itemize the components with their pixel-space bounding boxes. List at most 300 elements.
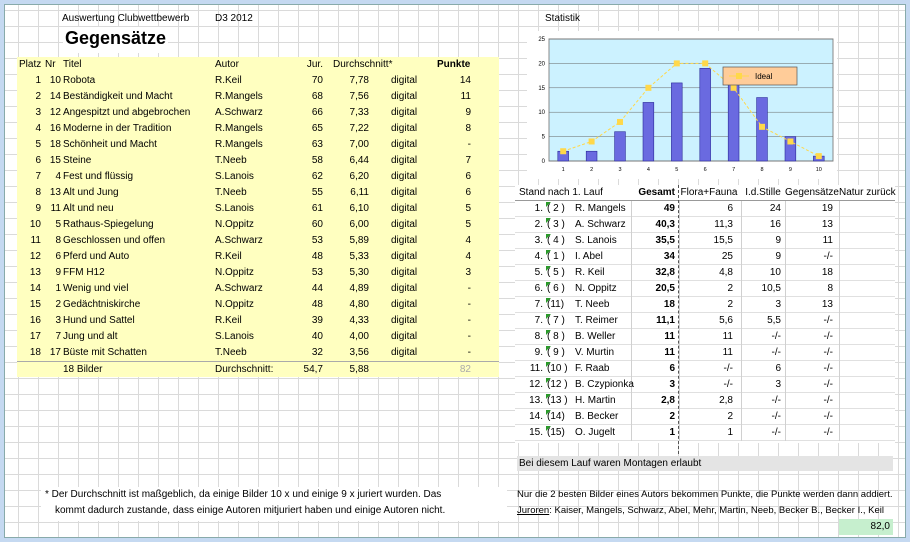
col-header-nr: Nr (45, 59, 56, 70)
cell-nr: 10 (49, 75, 61, 86)
ideal-point (731, 85, 737, 91)
grid-line (839, 297, 840, 313)
cell-platz: 11 (30, 235, 41, 246)
cell-flora: 2 (727, 411, 733, 422)
cell-gegensaetze: 19 (821, 203, 833, 214)
cell-jur: 48 (311, 299, 323, 310)
cell-punkte: 4 (465, 235, 471, 246)
cell-flora: 11 (722, 347, 733, 358)
cell-titel: Pferd und Auto (63, 251, 130, 262)
table-row[interactable] (17, 137, 499, 153)
cell-prev-rank: (13 ) (547, 395, 568, 406)
cell-medium: digital (391, 107, 418, 118)
cell-platz: 12 (29, 251, 41, 262)
y-tick-label: 5 (541, 134, 545, 141)
cell-autor: N.Oppitz (215, 267, 254, 278)
cell-gesamt: 35,5 (655, 235, 675, 246)
table-row[interactable] (17, 217, 499, 233)
y-tick-label: 15 (538, 85, 545, 92)
footnote-line-2: kommt dadurch zustande, dass einige Autoren mitjuriert haben und einige Autoren nicht. (55, 505, 446, 516)
comment-marker-icon (546, 410, 551, 415)
cell-platz: 5 (35, 139, 41, 150)
cell-nr: 17 (49, 347, 61, 358)
cell-rank: 4. (534, 251, 543, 262)
table-row[interactable] (17, 249, 499, 265)
cell-medium: digital (391, 75, 418, 86)
cell-autor: R.Keil (215, 251, 242, 262)
cell-name: V. Murtin (575, 347, 615, 358)
cell-prev-rank: ( 3 ) (547, 219, 565, 230)
cell-platz: 4 (35, 123, 41, 134)
cell-gesamt: 20,5 (655, 283, 675, 294)
ideal-point (674, 60, 680, 66)
cell-platz: 15 (29, 299, 41, 310)
cell-titel: Angespitzt und abgebrochen (63, 107, 191, 118)
table-row[interactable] (515, 281, 895, 297)
table-row[interactable] (17, 265, 499, 281)
cell-punkte: 5 (465, 203, 471, 214)
table-row[interactable] (17, 121, 499, 137)
cell-rank: 12. (529, 379, 543, 390)
comment-marker-icon (546, 202, 551, 207)
cell-medium: digital (391, 235, 418, 246)
col-header-gegensaetze: Gegensätze (785, 187, 839, 198)
legend-label: Ideal (755, 72, 773, 81)
bar (671, 83, 682, 161)
grid-line (839, 425, 840, 441)
cell-prev-rank: (10 ) (547, 363, 568, 374)
cell-gegensaetze: -/- (823, 251, 833, 262)
col-header-stille: I.d.Stille (745, 187, 781, 198)
cell-name: T. Reimer (575, 315, 618, 326)
cell-jur: 48 (311, 251, 323, 262)
cell-stille: -/- (771, 395, 781, 406)
cell-jur: 65 (311, 123, 323, 134)
x-tick-label: 2 (590, 167, 594, 173)
cell-durchschnitt: 4,00 (349, 331, 369, 342)
comment-marker-icon (546, 250, 551, 255)
cell-durchschnitt: 5,89 (349, 235, 369, 246)
cell-rank: 9. (534, 347, 543, 358)
y-tick-label: 20 (538, 61, 545, 68)
col-header-titel: Titel (63, 59, 82, 70)
table-row[interactable] (17, 233, 499, 249)
cell-punkte: - (467, 299, 471, 310)
cell-nr: 12 (49, 107, 61, 118)
x-tick-label: 7 (732, 167, 736, 173)
comment-marker-icon (546, 426, 551, 431)
cell-autor: T.Neeb (215, 347, 247, 358)
cell-medium: digital (391, 283, 418, 294)
cell-durchschnitt: 7,56 (349, 91, 369, 102)
col-header-punkte: Punkte (437, 59, 471, 70)
table-row[interactable] (17, 345, 499, 361)
cell-nr: 6 (55, 251, 61, 262)
cell-gesamt: 18 (663, 299, 675, 310)
cell-rank: 14. (529, 411, 543, 422)
table-row[interactable] (515, 329, 895, 345)
cell-titel: Jung und alt (63, 331, 118, 342)
cell-durchschnitt: 6,11 (350, 187, 369, 198)
table-row[interactable] (515, 345, 895, 361)
cell-jur: 66 (311, 107, 323, 118)
stats-label: Statistik (545, 13, 581, 24)
comment-marker-icon (546, 330, 551, 335)
cell-rank: 11. (529, 363, 543, 374)
jurors-list: : Kaiser, Mangels, Schwarz, Abel, Mehr, Martin, Neeb, Becker B., Becker I., Keil (549, 505, 884, 516)
grid-line (839, 217, 840, 233)
cell-titel: Alt und Jung (63, 187, 119, 198)
table-row[interactable] (17, 73, 499, 89)
cell-prev-rank: (12 ) (547, 379, 568, 390)
ideal-point (560, 148, 566, 154)
cell-jur: 55 (311, 187, 323, 198)
table-row[interactable] (515, 249, 895, 265)
statistics-chart[interactable] (527, 31, 837, 179)
cell-gegensaetze: 11 (822, 235, 833, 246)
cell-name: H. Martin (575, 395, 616, 406)
table-row[interactable] (515, 265, 895, 281)
cell-platz: 6 (35, 155, 41, 166)
cell-titel: Hund und Sattel (63, 315, 135, 326)
page-title: Gegensätze (63, 27, 168, 53)
cell-nr: 5 (55, 219, 61, 230)
cell-gesamt: 2 (669, 411, 675, 422)
comment-marker-icon (546, 362, 551, 367)
grid-line (839, 201, 840, 217)
cell-autor: R.Mangels (215, 123, 263, 134)
cell-medium: digital (391, 347, 418, 358)
cell-name: B. Weller (575, 331, 616, 342)
cell-durchschnitt: 7,00 (349, 139, 369, 150)
cell-rank: 8. (534, 331, 543, 342)
cell-gegensaetze: -/- (823, 363, 833, 374)
cell-stille: 6 (775, 363, 781, 374)
cell-nr: 14 (49, 91, 61, 102)
cell-medium: digital (391, 203, 418, 214)
cell-name: N. Oppitz (575, 283, 617, 294)
cell-name: R. Mangels (575, 203, 626, 214)
comment-marker-icon (546, 378, 551, 383)
cell-gegensaetze: -/- (823, 379, 833, 390)
cell-rank: 6. (534, 283, 543, 294)
y-tick-label: 0 (541, 159, 545, 165)
table-row[interactable] (17, 89, 499, 105)
x-tick-label: 1 (561, 167, 565, 173)
cell-titel: Gedächtniskirche (63, 299, 141, 310)
y-tick-label: 10 (538, 110, 545, 117)
table-row[interactable] (17, 105, 499, 121)
cell-medium: digital (391, 187, 418, 198)
cell-name: B. Czypionka (575, 379, 634, 390)
grid-line (839, 281, 840, 297)
cell-name: I. Abel (575, 251, 603, 262)
cell-medium: digital (391, 123, 418, 134)
cell-stille: 16 (769, 219, 781, 230)
legend-marker (736, 73, 742, 79)
cell-autor: S.Lanois (215, 331, 254, 342)
cell-platz: 9 (35, 203, 41, 214)
cell-autor: N.Oppitz (215, 219, 254, 230)
cell-flora: 25 (721, 251, 733, 262)
cell-jur: 70 (311, 75, 323, 86)
cell-titel: Fest und flüssig (63, 171, 134, 182)
cell-punkte: 8 (465, 123, 471, 134)
table-row[interactable] (17, 313, 499, 329)
cell-titel: Schönheit und Macht (63, 139, 157, 150)
cell-durchschnitt: 6,00 (349, 219, 369, 230)
table-row[interactable] (515, 409, 895, 425)
grid-line (839, 329, 840, 345)
cell-prev-rank: ( 6 ) (547, 283, 565, 294)
cell-autor: R.Mangels (215, 91, 263, 102)
grid-line (839, 393, 840, 409)
cell-jur: 53 (311, 267, 323, 278)
cell-platz: 17 (29, 331, 41, 342)
cell-flora: 11,3 (714, 219, 733, 230)
cell-nr: 16 (49, 123, 61, 134)
cell-gesamt: 2,8 (661, 395, 675, 406)
results-header-row (17, 57, 499, 73)
table-row[interactable] (17, 185, 499, 201)
cell-durchschnitt: 4,80 (349, 299, 369, 310)
cell-medium: digital (391, 91, 418, 102)
cell-flora: 1 (727, 427, 733, 438)
cell-gesamt: 6 (669, 363, 675, 374)
cell-autor: T.Neeb (215, 187, 247, 198)
table-row[interactable] (515, 377, 895, 393)
column-divider (678, 185, 679, 459)
cell-name: O. Jugelt (575, 427, 616, 438)
grid-line (839, 377, 840, 393)
comment-marker-icon (546, 298, 551, 303)
col-header-durchschnitt: Durchschnitt* (333, 59, 393, 70)
cell-stille: 10,5 (761, 283, 781, 294)
cell-name: R. Keil (575, 267, 605, 278)
grid-line (839, 361, 840, 377)
cell-gesamt: 49 (663, 203, 675, 214)
table-row[interactable] (515, 361, 895, 377)
cell-rank: 5. (534, 267, 543, 278)
col-header-platz: Platz (19, 59, 42, 70)
cell-titel: Beständigkeit und Macht (63, 91, 173, 102)
table-row[interactable] (17, 201, 499, 217)
cell-punkte: - (467, 139, 471, 150)
grid-line (839, 265, 840, 281)
cell-stille: -/- (771, 411, 781, 422)
cell-punkte: 6 (465, 171, 471, 182)
cell-jur: 63 (311, 139, 323, 150)
bar (700, 68, 711, 161)
cell-punkte: - (467, 283, 471, 294)
cell-rank: 7. (534, 315, 543, 326)
col-header-gesamt: Gesamt (638, 187, 675, 198)
cell-gesamt: 11,1 (656, 315, 675, 326)
cell-punkte: 14 (459, 75, 471, 86)
cell-name: T. Neeb (575, 299, 610, 310)
table-row[interactable] (17, 169, 499, 185)
x-tick-label: 9 (788, 167, 792, 173)
cell-jur: 53 (311, 235, 323, 246)
summary-count: 18 Bilder (63, 364, 103, 375)
table-row[interactable] (17, 329, 499, 345)
cell-name: A. Schwarz (575, 219, 626, 230)
cell-prev-rank: (11) (547, 299, 565, 310)
cell-gesamt: 3 (669, 379, 675, 390)
cell-medium: digital (391, 139, 418, 150)
cell-jur: 60 (311, 219, 323, 230)
cell-prev-rank: ( 1 ) (547, 251, 565, 262)
table-row[interactable] (515, 297, 895, 313)
cell-medium: digital (391, 315, 418, 326)
table-row[interactable] (17, 153, 499, 169)
cell-platz: 14 (29, 283, 41, 294)
cell-prev-rank: ( 2 ) (547, 203, 565, 214)
cell-stille: -/- (771, 347, 781, 358)
cell-autor: A.Schwarz (215, 107, 263, 118)
bar (586, 151, 597, 161)
ideal-point (617, 119, 623, 125)
cell-durchschnitt: 3,56 (349, 347, 369, 358)
cell-platz: 8 (35, 187, 41, 198)
cell-punkte: 5 (465, 219, 471, 230)
table-row[interactable] (515, 313, 895, 329)
cell-stille: -/- (771, 427, 781, 438)
cell-rank: 3. (534, 235, 543, 246)
cell-punkte: - (467, 331, 471, 342)
cell-medium: digital (391, 299, 418, 310)
cell-autor: N.Oppitz (215, 299, 254, 310)
cell-platz: 16 (29, 315, 41, 326)
cell-name: F. Raab (575, 363, 610, 374)
cell-nr: 13 (49, 187, 61, 198)
comment-marker-icon (546, 234, 551, 239)
cell-gesamt: 32,8 (655, 267, 675, 278)
cell-durchschnitt: 6,20 (349, 171, 369, 182)
cell-autor: A.Schwarz (215, 283, 263, 294)
cell-gegensaetze: -/- (823, 347, 833, 358)
cell-prev-rank: ( 7 ) (547, 315, 565, 326)
cell-nr: 15 (49, 155, 61, 166)
cell-durchschnitt: 7,33 (349, 107, 369, 118)
jurors-label: Juroren (517, 505, 550, 516)
cell-rank: 7. (534, 299, 543, 310)
cell-gesamt: 40,3 (655, 219, 675, 230)
cell-durchschnitt: 6,10 (349, 203, 369, 214)
cell-durchschnitt: 6,44 (349, 155, 369, 166)
cell-durchschnitt: 4,33 (349, 315, 369, 326)
cell-jur: 39 (311, 315, 323, 326)
table-row[interactable] (515, 425, 895, 441)
bar (643, 102, 654, 161)
cell-punkte: - (467, 347, 471, 358)
cell-jur: 62 (311, 171, 323, 182)
table-row[interactable] (515, 393, 895, 409)
cell-punkte: 4 (465, 251, 471, 262)
cell-jur: 44 (311, 283, 323, 294)
cell-nr: 9 (55, 267, 61, 278)
results-table (17, 57, 499, 377)
cell-stille: 3 (775, 379, 781, 390)
cell-autor: R.Mangels (215, 139, 263, 150)
ideal-point (645, 85, 651, 91)
results-summary-row (17, 361, 499, 377)
cell-platz: 2 (35, 91, 41, 102)
cell-gesamt: 1 (669, 427, 675, 438)
cell-autor: A.Schwarz (215, 235, 263, 246)
cell-nr: 4 (55, 171, 61, 182)
cell-stille: 10 (769, 267, 781, 278)
x-tick-label: 6 (703, 167, 707, 173)
cell-autor: S.Lanois (215, 171, 254, 182)
cell-platz: 3 (35, 107, 41, 118)
cell-flora: 4,8 (719, 267, 733, 278)
footnote-line-1: * Der Durchschnitt ist maßgeblich, da einige Bilder 10 x und einige 9 x juriert wurden. Das (45, 489, 442, 500)
cell-platz: 18 (29, 347, 41, 358)
cell-flora: 15,5 (713, 235, 733, 246)
cell-titel: Steine (63, 155, 92, 166)
x-tick-label: 5 (675, 167, 679, 173)
table-row[interactable] (515, 217, 895, 233)
chart-svg (527, 31, 837, 179)
grid-line (839, 313, 840, 329)
cell-gegensaetze: -/- (823, 315, 833, 326)
comment-marker-icon (546, 266, 551, 271)
x-tick-label: 10 (815, 167, 822, 173)
spreadsheet-sheet[interactable] (4, 4, 906, 538)
y-tick-label: 25 (538, 37, 545, 43)
cell-flora: 2 (727, 283, 733, 294)
col-header-autor: Autor (215, 59, 239, 70)
cell-stille: -/- (771, 331, 781, 342)
cell-durchschnitt: 7,22 (349, 123, 369, 134)
cell-prev-rank: (15) (547, 427, 565, 438)
comment-marker-icon (546, 282, 551, 287)
table-row[interactable] (17, 281, 499, 297)
cell-flora: 5,6 (719, 315, 733, 326)
cell-titel: Wenig und viel (63, 283, 129, 294)
cell-platz: 7 (35, 171, 41, 182)
cell-stille: 3 (775, 299, 781, 310)
summary-label: Durchschnitt: (215, 364, 274, 375)
cell-punkte: 11 (460, 91, 471, 102)
cell-gegensaetze: -/- (823, 395, 833, 406)
cell-autor: R.Keil (215, 315, 242, 326)
cell-gesamt: 11 (664, 331, 675, 342)
x-tick-label: 8 (760, 167, 764, 173)
cell-platz: 13 (29, 267, 41, 278)
table-row[interactable] (515, 233, 895, 249)
cell-medium: digital (391, 267, 418, 278)
bar (615, 132, 626, 161)
ideal-point (589, 138, 595, 144)
cell-durchschnitt: 7,78 (349, 75, 369, 86)
cell-nr: 3 (55, 315, 61, 326)
cell-flora: 11 (722, 331, 733, 342)
total-score-cell[interactable]: 82,0 (839, 519, 893, 535)
table-row[interactable] (515, 201, 895, 217)
comment-marker-icon (546, 218, 551, 223)
cell-gegensaetze: 18 (821, 267, 833, 278)
cell-gegensaetze: -/- (823, 331, 833, 342)
cell-autor: T.Neeb (215, 155, 247, 166)
summary-jur: 54,7 (303, 364, 323, 375)
standings-table (515, 185, 895, 443)
col-header-stand: Stand nach 1. Lauf (519, 187, 603, 198)
comment-marker-icon (546, 394, 551, 399)
cell-titel: Alt und neu (63, 203, 114, 214)
table-row[interactable] (17, 297, 499, 313)
